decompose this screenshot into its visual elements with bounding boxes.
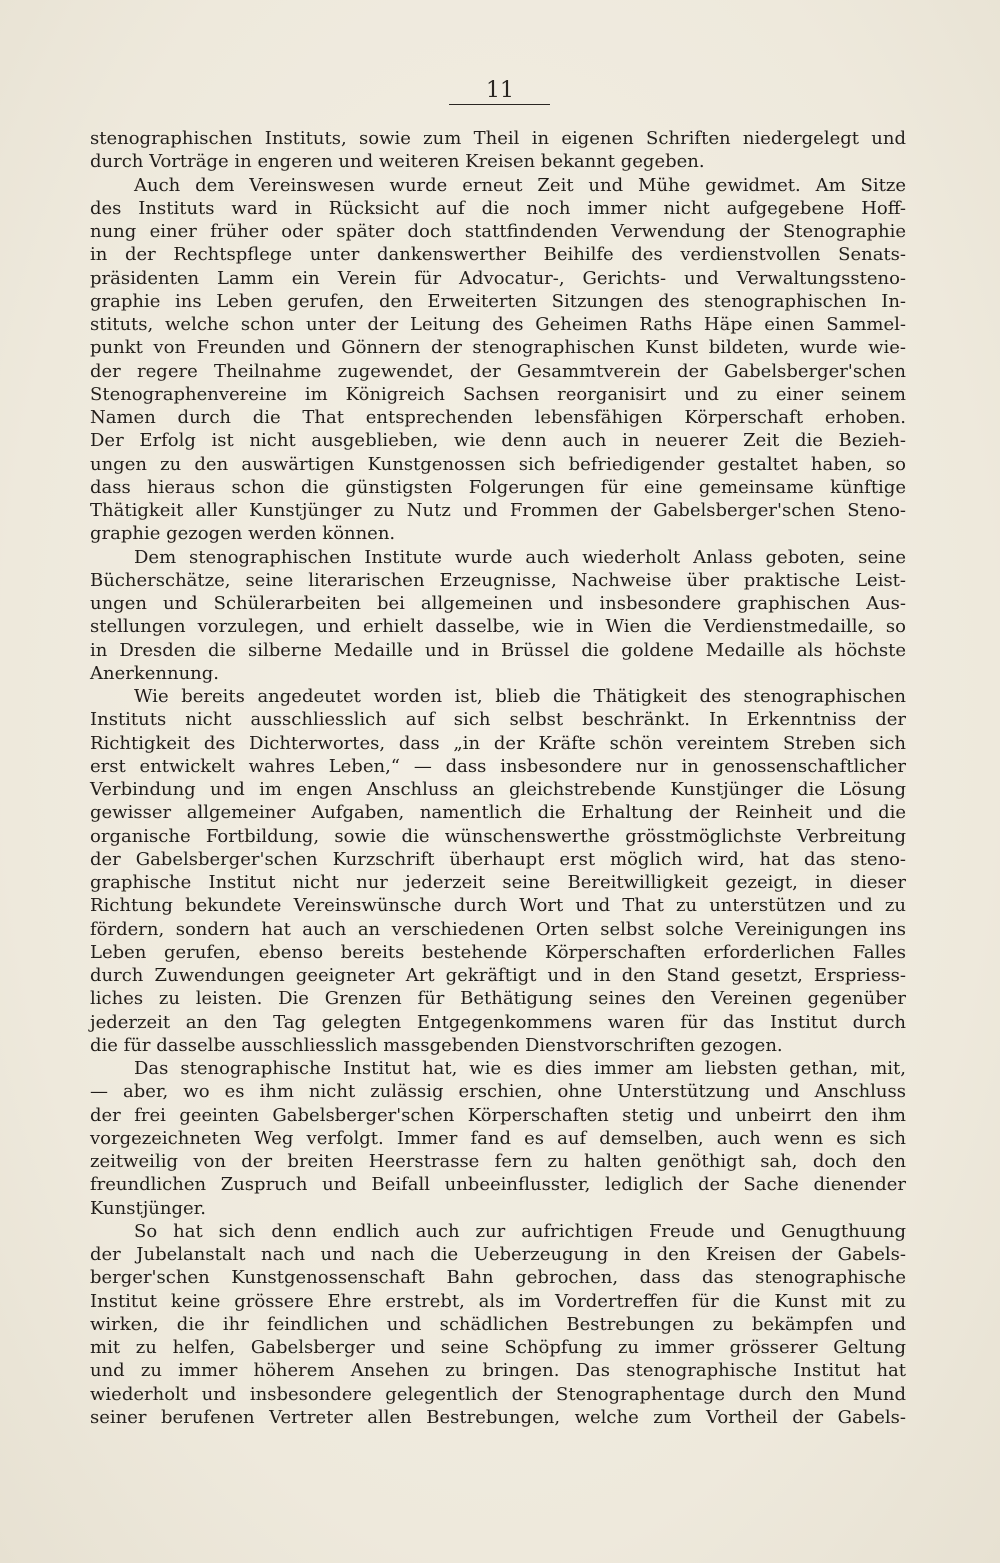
text-line: und zu immer höherem Ansehen zu bringen. Das stenographische Institut hat — [90, 1360, 906, 1382]
text-line: graphie gezogen werden können. — [90, 523, 396, 545]
text-line: in der Rechtspflege unter dankenswerther Beihilfe des verdienstvollen Senats- — [90, 244, 906, 266]
text-line: der Gabelsberger'schen Kurzschrift überhaupt erst möglich wird, hat das steno- — [90, 848, 906, 870]
text-line: stellungen vorzulegen, und erhielt dasselbe, wie in Wien die Verdienstmedaille, so — [90, 616, 906, 638]
text-line: punkt von Freunden und Gönnern der stenographischen Kunst bildeten, wurde wie- — [90, 337, 906, 359]
text-line: Leben gerufen, ebenso bereits bestehende Körperschaften erforderlichen Falles — [90, 941, 906, 963]
text-line: Auch dem Vereinswesen wurde erneut Zeit und Mühe gewidmet. Am Sitze — [134, 174, 906, 196]
text-line: Namen durch die That entsprechenden lebensfähigen Körperschaft erhoben. — [90, 407, 906, 428]
text-line: mit zu helfen, Gabelsberger und seine Schöpfung zu immer grösserer Geltung — [90, 1337, 906, 1358]
text-line: in Dresden die silberne Medaille und in Brüssel die goldene Medaille als höchste — [90, 639, 906, 661]
body-text — [90, 127, 906, 1429]
text-line: wiederholt und insbesondere gelegentlich der Stenographentage durch den Mund — [90, 1383, 906, 1405]
text-line: graphie ins Leben gerufen, den Erweiterten Sitzungen des stenographischen In- — [90, 290, 906, 312]
text-line: der regere Theilnahme zugewendet, der Gesammtverein der Gabelsberger'schen — [90, 360, 906, 382]
text-line: zeitweilig von der breiten Heerstrasse fern zu halten genöthigt sah, doch den — [90, 1151, 906, 1172]
text-line: erst entwickelt wahres Leben,“ — dass insbesondere nur in genossenschaftlicher — [90, 755, 906, 777]
text-line: freundlichen Zuspruch und Beifall unbeeinflusster, lediglich der Sache dienender — [90, 1174, 906, 1196]
text-line: stituts, welche schon unter der Leitung des Geheimen Raths Häpe einen Sammel- — [90, 314, 906, 335]
text-line: durch Zuwendungen geeigneter Art gekräftigt und in den Stand gesetzt, Erspriess- — [90, 965, 906, 986]
text-line: vorgezeichneten Weg verfolgt. Immer fand es auf demselben, auch wenn es sich — [90, 1127, 906, 1149]
text-line: präsidenten Lamm ein Verein für Advocatur-, Gerichts- und Verwaltungssteno- — [90, 267, 906, 289]
page-number: 11 — [486, 78, 514, 103]
text-line: jederzeit an den Tag gelegten Entgegenkommens waren für das Institut durch — [90, 1011, 906, 1033]
text-line: der Jubelanstalt nach und nach die Ueberzeugung in den Kreisen der Gabels- — [90, 1244, 906, 1265]
text-line: organische Fortbildung, sowie die wünschenswerthe grösstmöglichste Verbreitung — [90, 825, 906, 847]
text-line: Kunstjünger. — [90, 1197, 206, 1219]
text-line: — aber, wo es ihm nicht zulässig erschien, ohne Unterstützung und Anschluss — [90, 1081, 906, 1103]
text-line: So hat sich denn endlich auch zur aufrichtigen Freude und Genugthuung — [134, 1220, 906, 1242]
text-line: Verbindung und im engen Anschluss an gleichstrebende Kunstjünger die Lösung — [90, 779, 906, 800]
text-line: des Instituts ward in Rücksicht auf die noch immer nicht aufgegebene Hoff- — [90, 197, 906, 219]
text-line: Instituts nicht ausschliesslich auf sich selbst beschränkt. In Erkenntniss der — [90, 709, 906, 731]
text-line: fördern, sondern hat auch an verschiedenen Orten selbst solche Vereinigungen ins — [90, 918, 906, 940]
text-line: ungen zu den auswärtigen Kunstgenossen sich befriedigender gestaltet haben, so — [90, 453, 906, 475]
text-line: Richtung bekundete Vereinswünsche durch Wort und That zu unterstützen und zu — [90, 895, 906, 917]
text-line: Das stenographische Institut hat, wie es dies immer am liebsten gethan, mit, — [134, 1058, 906, 1079]
text-line: nung einer früher oder später doch stattfindenden Verwendung der Stenographie — [90, 221, 906, 242]
text-line: seiner berufenen Vertreter allen Bestrebungen, welche zum Vortheil der Gabels- — [90, 1406, 906, 1428]
text-line: Dem stenographischen Institute wurde auch wiederholt Anlass geboten, seine — [134, 546, 906, 568]
text-line: Thätigkeit aller Kunstjünger zu Nutz und Frommen der Gabelsberger'schen Steno- — [90, 500, 906, 521]
text-line: Wie bereits angedeutet worden ist, blieb die Thätigkeit des stenographischen — [134, 686, 906, 707]
text-line: die für dasselbe ausschliesslich massgebenden Dienstvorschriften gezogen. — [90, 1034, 783, 1056]
text-line: Stenographenvereine im Königreich Sachsen reorganisirt und zu einer seinem — [90, 383, 906, 405]
text-line: Der Erfolg ist nicht ausgeblieben, wie denn auch in neuerer Zeit die Bezieh- — [90, 430, 906, 452]
text-line: ungen und Schülerarbeiten bei allgemeinen und insbesondere graphischen Aus- — [90, 593, 906, 614]
text-line: durch Vorträge in engeren und weiteren Kreisen bekannt gegeben. — [90, 151, 705, 173]
text-line: Richtigkeit des Dichterwortes, dass „in der Kräfte schön vereintem Streben sich — [90, 732, 906, 754]
text-line: berger'schen Kunstgenossenschaft Bahn gebrochen, dass das stenographische — [90, 1267, 906, 1289]
text-line: graphische Institut nicht nur jederzeit seine Bereitwilligkeit gezeigt, in dieser — [90, 872, 906, 893]
text-line: Institut keine grössere Ehre erstrebt, als im Vordertreffen für die Kunst mit zu — [90, 1290, 906, 1312]
text-line: liches zu leisten. Die Grenzen für Bethätigung seines den Vereinen gegenüber — [90, 988, 906, 1010]
text-line: stenographischen Instituts, sowie zum Theil in eigenen Schriften niedergelegt und — [90, 128, 906, 149]
text-line: Anerkennung. — [90, 662, 220, 684]
text-line: Bücherschätze, seine literarischen Erzeugnisse, Nachweise über praktische Leist- — [90, 569, 906, 591]
text-line: dass hieraus schon die günstigsten Folgerungen für eine gemeinsame künftige — [90, 476, 906, 498]
header-rule — [449, 104, 550, 105]
text-line: gewisser allgemeiner Aufgaben, namentlich die Erhaltung der Reinheit und die — [90, 802, 906, 824]
text-line: der frei geeinten Gabelsberger'schen Körperschaften stetig und unbeirrt den ihm — [90, 1104, 906, 1126]
text-line: wirken, die ihr feindlichen und schädlichen Bestrebungen zu bekämpfen und — [90, 1313, 906, 1335]
